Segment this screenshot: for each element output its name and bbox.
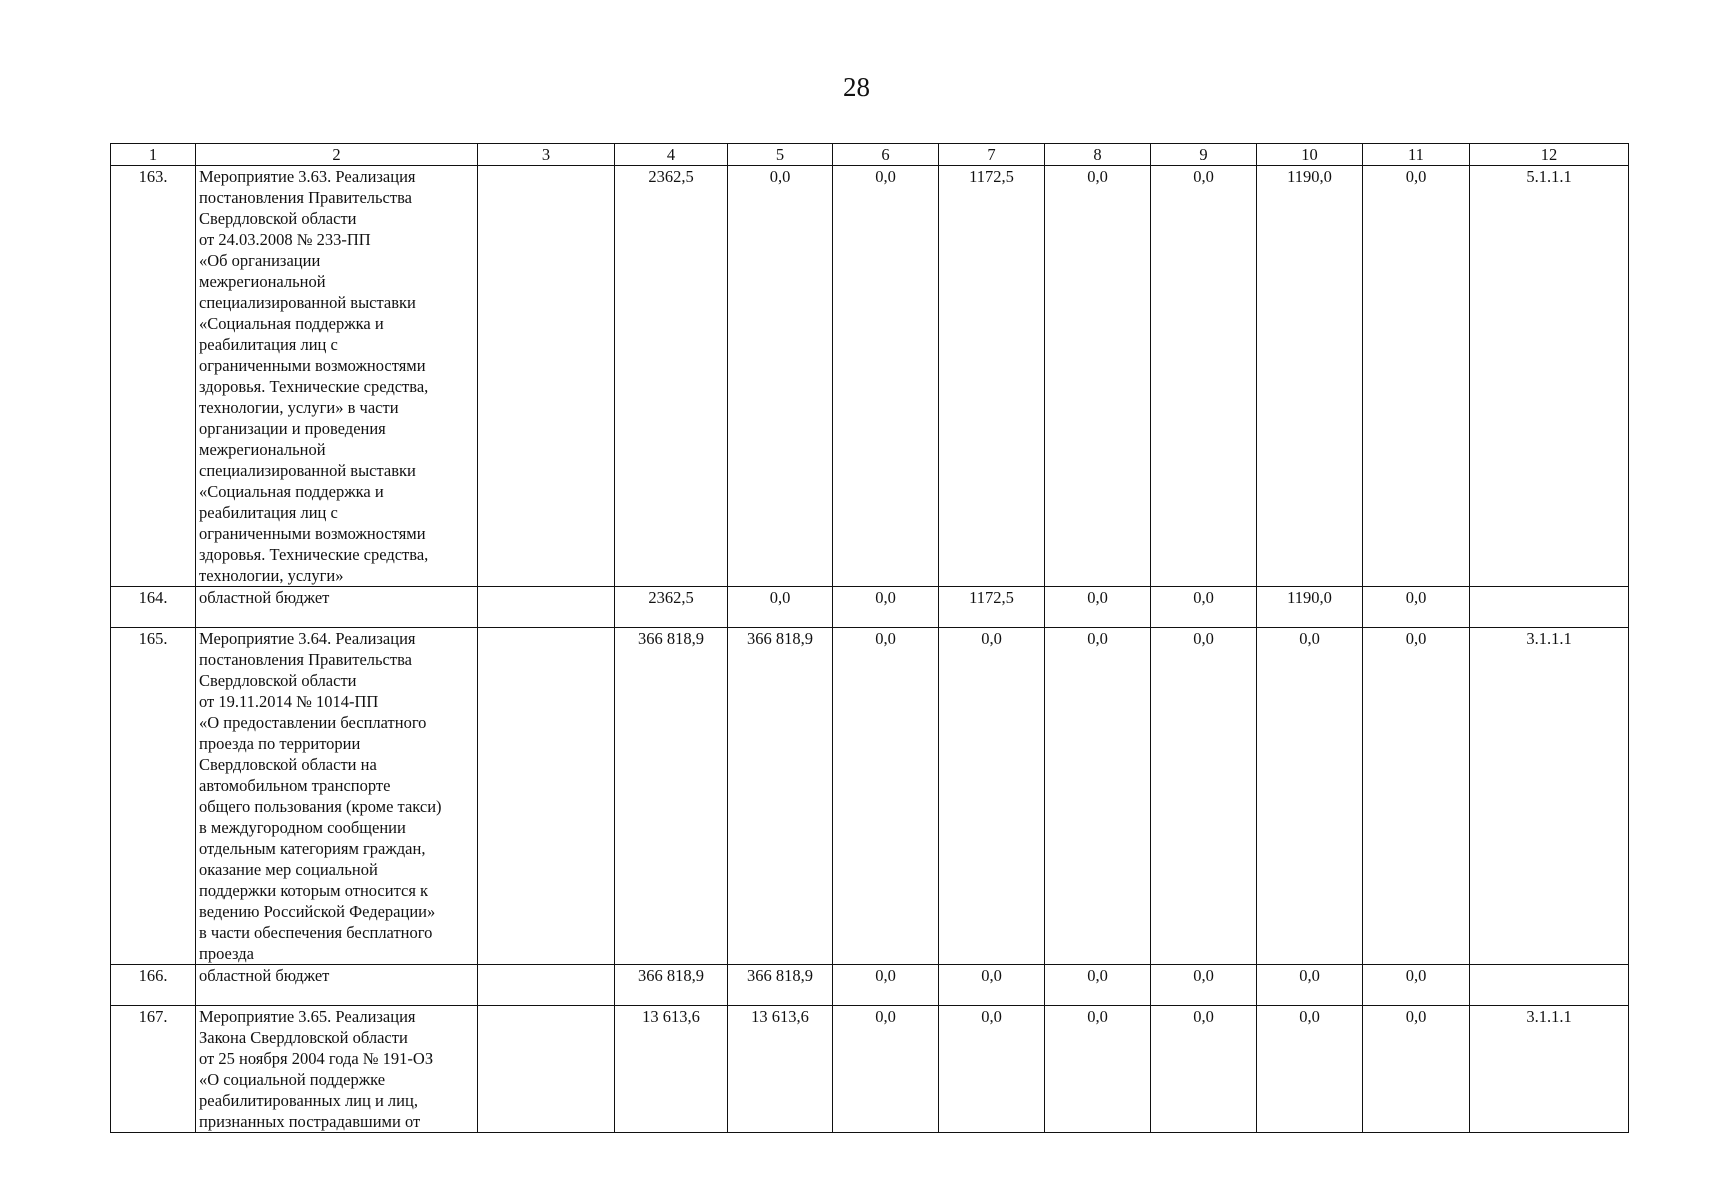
row-code: 3.1.1.1 bbox=[1470, 628, 1629, 965]
row-description: Мероприятие 3.65. Реализация Закона Свердловской области от 25 ноября 2004 года № 191-ОЗ «О социальной поддержке реабилитированных лиц и лиц, признанных пострадавшими от bbox=[196, 1006, 478, 1133]
value-cell: 0,0 bbox=[728, 587, 833, 628]
header-cell: 2 bbox=[196, 144, 478, 166]
value-cell: 366 818,9 bbox=[615, 628, 728, 965]
value-cell: 0,0 bbox=[833, 628, 939, 965]
row-col3 bbox=[478, 166, 615, 587]
table-row bbox=[111, 1006, 1629, 1133]
value-cell: 0,0 bbox=[1363, 628, 1470, 965]
row-description: Мероприятие 3.64. Реализация постановления Правительства Свердловской области от 19.11.2014 № 1014-ПП «О предоставлении бесплатного проезда по территории Свердловской области на автомобильном транспорте общего пользования (кроме такси) в междугородном сообщении отдельным категориям граждан, оказание мер социальной поддержки которым относится к ведению Российской Федерации» в части обеспечения бесплатного проезда bbox=[196, 628, 478, 965]
value-cell: 0,0 bbox=[1045, 166, 1151, 587]
row-code bbox=[1470, 965, 1629, 1006]
table-row bbox=[111, 628, 1629, 965]
value-cell: 0,0 bbox=[728, 166, 833, 587]
row-number: 164. bbox=[111, 587, 196, 628]
budget-table bbox=[110, 143, 1629, 1133]
value-cell: 0,0 bbox=[1045, 587, 1151, 628]
value-cell: 1190,0 bbox=[1257, 166, 1363, 587]
row-number: 165. bbox=[111, 628, 196, 965]
row-col3 bbox=[478, 1006, 615, 1133]
value-cell: 0,0 bbox=[1363, 1006, 1470, 1133]
value-cell: 366 818,9 bbox=[728, 965, 833, 1006]
value-cell: 0,0 bbox=[1045, 1006, 1151, 1133]
header-cell: 10 bbox=[1257, 144, 1363, 166]
value-cell: 1172,5 bbox=[939, 166, 1045, 587]
header-row bbox=[111, 144, 1629, 166]
row-code: 3.1.1.1 bbox=[1470, 1006, 1629, 1133]
row-col3 bbox=[478, 587, 615, 628]
value-cell: 13 613,6 bbox=[615, 1006, 728, 1133]
value-cell: 0,0 bbox=[1257, 628, 1363, 965]
value-cell: 0,0 bbox=[1363, 166, 1470, 587]
header-cell: 9 bbox=[1151, 144, 1257, 166]
table-row bbox=[111, 166, 1629, 587]
table-row bbox=[111, 587, 1629, 628]
header-cell: 4 bbox=[615, 144, 728, 166]
row-number: 166. bbox=[111, 965, 196, 1006]
header-cell: 12 bbox=[1470, 144, 1629, 166]
header-cell: 7 bbox=[939, 144, 1045, 166]
value-cell: 0,0 bbox=[1045, 965, 1151, 1006]
value-cell: 2362,5 bbox=[615, 166, 728, 587]
value-cell: 1190,0 bbox=[1257, 587, 1363, 628]
header-cell: 6 bbox=[833, 144, 939, 166]
row-code bbox=[1470, 587, 1629, 628]
value-cell: 0,0 bbox=[833, 965, 939, 1006]
value-cell: 0,0 bbox=[939, 628, 1045, 965]
value-cell: 366 818,9 bbox=[728, 628, 833, 965]
header-cell: 8 bbox=[1045, 144, 1151, 166]
value-cell: 0,0 bbox=[1151, 965, 1257, 1006]
header-cell: 1 bbox=[111, 144, 196, 166]
header-cell: 3 bbox=[478, 144, 615, 166]
page-number: 28 bbox=[843, 72, 870, 102]
row-col3 bbox=[478, 965, 615, 1006]
value-cell: 2362,5 bbox=[615, 587, 728, 628]
value-cell: 0,0 bbox=[1045, 628, 1151, 965]
value-cell: 0,0 bbox=[1257, 965, 1363, 1006]
value-cell: 0,0 bbox=[1363, 587, 1470, 628]
value-cell: 0,0 bbox=[1257, 1006, 1363, 1133]
header-cell: 5 bbox=[728, 144, 833, 166]
row-description: Мероприятие 3.63. Реализация постановления Правительства Свердловской области от 24.03.2008 № 233-ПП «Об организации межрегиональной специализированной выставки «Социальная поддержка и реабилитация лиц с ограниченными возможностями здоровья. Технические средства, технологии, услуги» в части организации и проведения межрегиональной специализированной выставки «Социальная поддержка и реабилитация лиц с ограниченными возможностями здоровья. Технические средства, технологии, услуги» bbox=[196, 166, 478, 587]
row-code: 5.1.1.1 bbox=[1470, 166, 1629, 587]
value-cell: 0,0 bbox=[939, 965, 1045, 1006]
value-cell: 366 818,9 bbox=[615, 965, 728, 1006]
value-cell: 0,0 bbox=[833, 587, 939, 628]
value-cell: 0,0 bbox=[1151, 1006, 1257, 1133]
value-cell: 0,0 bbox=[833, 1006, 939, 1133]
value-cell: 13 613,6 bbox=[728, 1006, 833, 1133]
value-cell: 0,0 bbox=[1151, 587, 1257, 628]
value-cell: 0,0 bbox=[1151, 166, 1257, 587]
value-cell: 0,0 bbox=[1151, 628, 1257, 965]
row-number: 167. bbox=[111, 1006, 196, 1133]
value-cell: 0,0 bbox=[1363, 965, 1470, 1006]
row-description: областной бюджет bbox=[196, 965, 478, 1006]
value-cell: 0,0 bbox=[833, 166, 939, 587]
row-col3 bbox=[478, 628, 615, 965]
value-cell: 1172,5 bbox=[939, 587, 1045, 628]
row-number: 163. bbox=[111, 166, 196, 587]
table-row bbox=[111, 965, 1629, 1006]
header-cell: 11 bbox=[1363, 144, 1470, 166]
value-cell: 0,0 bbox=[939, 1006, 1045, 1133]
row-description: областной бюджет bbox=[196, 587, 478, 628]
